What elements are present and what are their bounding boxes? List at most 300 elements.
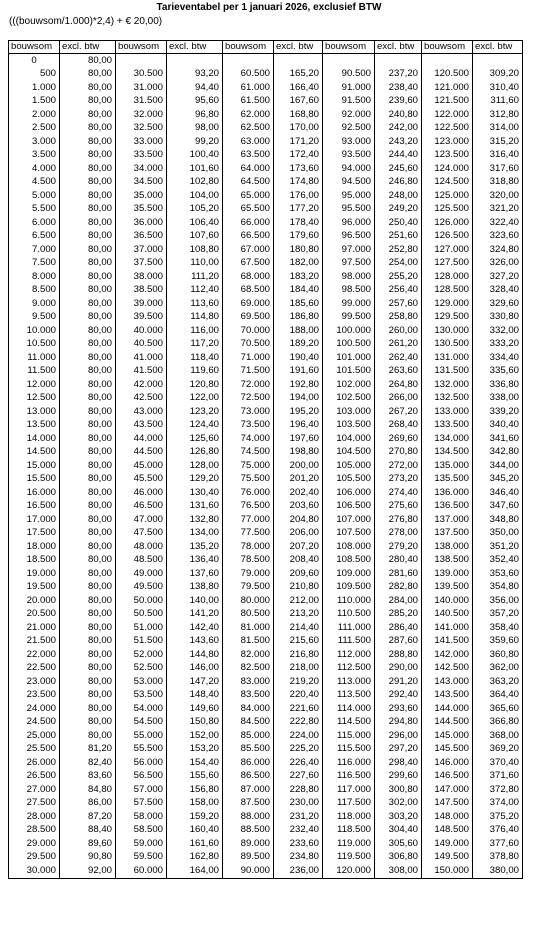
bouwsom-cell: 107.500	[323, 527, 375, 541]
excl-btw-cell: 317,60	[473, 162, 523, 176]
excl-btw-cell: 80,00	[60, 581, 116, 595]
bouwsom-cell: 59.500	[116, 851, 167, 865]
table-row	[9, 621, 523, 635]
excl-btw-cell: 372,80	[473, 783, 523, 797]
excl-btw-cell: 93,20	[167, 68, 223, 82]
excl-btw-cell: 168,80	[274, 108, 323, 122]
excl-btw-cell: 231,20	[274, 810, 323, 824]
excl-btw-cell: 108,80	[167, 243, 223, 257]
bouwsom-cell: 105.500	[323, 473, 375, 487]
bouwsom-cell: 41.500	[116, 365, 167, 379]
excl-btw-cell: 137,60	[167, 567, 223, 581]
excl-btw-cell: 362,00	[473, 662, 523, 676]
bouwsom-cell: 146.000	[422, 756, 473, 770]
bouwsom-cell: 86.000	[223, 756, 274, 770]
excl-btw-cell: 278,00	[375, 527, 422, 541]
excl-btw-cell: 377,60	[473, 837, 523, 851]
bouwsom-cell: 89.000	[223, 837, 274, 851]
bouwsom-cell: 25.000	[9, 729, 60, 743]
excl-btw-cell: 98,00	[167, 122, 223, 136]
excl-btw-cell: 237,20	[375, 68, 422, 82]
excl-btw-cell: 80,00	[60, 189, 116, 203]
bouwsom-cell: 43.000	[116, 405, 167, 419]
bouwsom-cell: 102.500	[323, 392, 375, 406]
bouwsom-cell: 16.000	[9, 486, 60, 500]
bouwsom-cell: 20.500	[9, 608, 60, 622]
bouwsom-cell: 44.500	[116, 446, 167, 460]
excl-btw-cell: 214,40	[274, 621, 323, 635]
excl-btw-cell: 102,80	[167, 176, 223, 190]
excl-btw-cell: 146,00	[167, 662, 223, 676]
bouwsom-cell: 124.500	[422, 176, 473, 190]
table-row	[9, 675, 523, 689]
bouwsom-cell: 115.000	[323, 729, 375, 743]
excl-btw-cell: 350,00	[473, 527, 523, 541]
bouwsom-cell: 106.000	[323, 486, 375, 500]
bouwsom-cell: 18.000	[9, 540, 60, 554]
excl-btw-cell: 90,80	[60, 851, 116, 865]
bouwsom-cell: 61.000	[223, 81, 274, 95]
table-row	[9, 176, 523, 190]
table-row	[9, 203, 523, 217]
bouwsom-cell: 48.500	[116, 554, 167, 568]
bouwsom-cell: 106.500	[323, 500, 375, 514]
excl-btw-cell: 135,20	[167, 540, 223, 554]
excl-btw-cell: 170,00	[274, 122, 323, 136]
bouwsom-cell: 70.000	[223, 324, 274, 338]
excl-btw-cell: 364,40	[473, 689, 523, 703]
excl-btw-cell: 234,80	[274, 851, 323, 865]
bouwsom-cell: 11.500	[9, 365, 60, 379]
bouwsom-cell: 31.500	[116, 95, 167, 109]
bouwsom-cell: 90.000	[223, 864, 274, 878]
excl-btw-cell: 80,00	[60, 135, 116, 149]
bouwsom-cell: 55.000	[116, 729, 167, 743]
excl-btw-cell: 266,00	[375, 392, 422, 406]
bouwsom-cell: 82.500	[223, 662, 274, 676]
excl-btw-cell: 87,20	[60, 810, 116, 824]
excl-btw-cell: 330,80	[473, 311, 523, 325]
bouwsom-cell: 11.000	[9, 351, 60, 365]
excl-btw-cell: 130,40	[167, 486, 223, 500]
excl-btw-cell: 345,20	[473, 473, 523, 487]
excl-btw-cell	[473, 54, 523, 68]
bouwsom-cell: 128.000	[422, 270, 473, 284]
table-row	[9, 527, 523, 541]
bouwsom-cell: 92.000	[323, 108, 375, 122]
excl-btw-cell: 342,80	[473, 446, 523, 460]
excl-btw-cell: 332,00	[473, 324, 523, 338]
table-row	[9, 783, 523, 797]
excl-btw-cell: 280,40	[375, 554, 422, 568]
bouwsom-cell: 27.500	[9, 797, 60, 811]
excl-btw-cell: 111,20	[167, 270, 223, 284]
excl-btw-cell: 80,00	[60, 729, 116, 743]
bouwsom-cell: 121.500	[422, 95, 473, 109]
excl-btw-cell: 303,20	[375, 810, 422, 824]
bouwsom-cell: 113.000	[323, 675, 375, 689]
bouwsom-cell: 18.500	[9, 554, 60, 568]
excl-btw-cell: 305,60	[375, 837, 422, 851]
excl-btw-cell: 320,00	[473, 189, 523, 203]
bouwsom-cell	[422, 54, 473, 68]
excl-btw-cell: 201,20	[274, 473, 323, 487]
bouwsom-cell: 14.000	[9, 432, 60, 446]
bouwsom-cell: 59.000	[116, 837, 167, 851]
bouwsom-cell: 94.000	[323, 162, 375, 176]
excl-btw-cell: 246,80	[375, 176, 422, 190]
bouwsom-cell: 40.000	[116, 324, 167, 338]
bouwsom-cell: 129.000	[422, 297, 473, 311]
bouwsom-cell: 32.500	[116, 122, 167, 136]
excl-btw-cell: 80,00	[60, 392, 116, 406]
excl-btw-cell: 122,00	[167, 392, 223, 406]
excl-btw-cell: 80,00	[60, 122, 116, 136]
excl-btw-cell: 296,00	[375, 729, 422, 743]
bouwsom-cell: 135.000	[422, 459, 473, 473]
excl-btw-cell: 80,00	[60, 230, 116, 244]
excl-btw-cell: 333,20	[473, 338, 523, 352]
bouwsom-cell: 98.500	[323, 284, 375, 298]
excl-btw-cell: 256,40	[375, 284, 422, 298]
bouwsom-cell: 57.500	[116, 797, 167, 811]
bouwsom-cell: 96.500	[323, 230, 375, 244]
bouwsom-cell: 109.000	[323, 567, 375, 581]
excl-btw-cell: 267,20	[375, 405, 422, 419]
excl-btw-cell: 318,80	[473, 176, 523, 190]
bouwsom-cell: 52.000	[116, 648, 167, 662]
bouwsom-cell: 73.500	[223, 419, 274, 433]
table-row	[9, 338, 523, 352]
bouwsom-cell: 21.500	[9, 635, 60, 649]
excl-btw-cell: 338,00	[473, 392, 523, 406]
excl-btw-cell: 149,60	[167, 702, 223, 716]
bouwsom-cell: 101.000	[323, 351, 375, 365]
table-row	[9, 554, 523, 568]
excl-btw-cell: 353,60	[473, 567, 523, 581]
bouwsom-cell: 29.000	[9, 837, 60, 851]
excl-btw-cell: 106,40	[167, 216, 223, 230]
bouwsom-cell: 140.000	[422, 594, 473, 608]
bouwsom-cell: 14.500	[9, 446, 60, 460]
bouwsom-cell: 103.500	[323, 419, 375, 433]
excl-btw-cell: 119,60	[167, 365, 223, 379]
bouwsom-cell: 26.000	[9, 756, 60, 770]
excl-btw-cell: 80,00	[60, 716, 116, 730]
excl-btw-cell: 129,20	[167, 473, 223, 487]
bouwsom-cell: 71.500	[223, 365, 274, 379]
bouwsom-cell: 70.500	[223, 338, 274, 352]
bouwsom-cell: 54.000	[116, 702, 167, 716]
bouwsom-cell: 3.000	[9, 135, 60, 149]
bouwsom-cell: 128.500	[422, 284, 473, 298]
excl-btw-cell: 244,40	[375, 149, 422, 163]
excl-btw-cell: 110,00	[167, 257, 223, 271]
excl-btw-cell: 252,80	[375, 243, 422, 257]
table-row	[9, 135, 523, 149]
excl-btw-cell: 255,20	[375, 270, 422, 284]
bouwsom-cell: 8.000	[9, 270, 60, 284]
excl-btw-cell: 227,60	[274, 770, 323, 784]
bouwsom-cell: 85.500	[223, 743, 274, 757]
bouwsom-cell: 139.500	[422, 581, 473, 595]
bouwsom-cell: 80.500	[223, 608, 274, 622]
bouwsom-cell: 67.000	[223, 243, 274, 257]
excl-btw-cell: 156,80	[167, 783, 223, 797]
excl-btw-cell: 356,00	[473, 594, 523, 608]
excl-btw-cell: 191,60	[274, 365, 323, 379]
bouwsom-cell: 148.000	[422, 810, 473, 824]
table-row	[9, 756, 523, 770]
excl-btw-cell: 203,60	[274, 500, 323, 514]
bouwsom-cell: 122.500	[422, 122, 473, 136]
excl-btw-cell: 114,80	[167, 311, 223, 325]
column-header: bouwsom	[116, 41, 167, 54]
excl-btw-cell: 80,00	[60, 635, 116, 649]
excl-btw-cell: 228,80	[274, 783, 323, 797]
excl-btw-cell: 210,80	[274, 581, 323, 595]
table-row	[9, 810, 523, 824]
bouwsom-cell: 100.000	[323, 324, 375, 338]
bouwsom-cell: 3.500	[9, 149, 60, 163]
excl-btw-cell: 81,20	[60, 743, 116, 757]
excl-btw-cell: 80,00	[60, 675, 116, 689]
excl-btw-cell: 218,00	[274, 662, 323, 676]
bouwsom-cell: 93.000	[323, 135, 375, 149]
bouwsom-cell: 147.500	[422, 797, 473, 811]
excl-btw-cell: 164,00	[167, 864, 223, 878]
excl-btw-cell: 158,00	[167, 797, 223, 811]
excl-btw-cell: 363,20	[473, 675, 523, 689]
excl-btw-cell: 341,60	[473, 432, 523, 446]
excl-btw-cell: 167,60	[274, 95, 323, 109]
bouwsom-cell: 24.000	[9, 702, 60, 716]
bouwsom-cell: 23.000	[9, 675, 60, 689]
excl-btw-cell: 248,00	[375, 189, 422, 203]
bouwsom-cell: 78.000	[223, 540, 274, 554]
bouwsom-cell: 83.000	[223, 675, 274, 689]
excl-btw-cell: 117,20	[167, 338, 223, 352]
bouwsom-cell: 134.500	[422, 446, 473, 460]
bouwsom-cell: 98.000	[323, 270, 375, 284]
bouwsom-cell: 78.500	[223, 554, 274, 568]
excl-btw-cell: 292,40	[375, 689, 422, 703]
excl-btw-cell: 282,80	[375, 581, 422, 595]
bouwsom-cell: 99.000	[323, 297, 375, 311]
bouwsom-cell: 67.500	[223, 257, 274, 271]
excl-btw-cell: 358,40	[473, 621, 523, 635]
column-header: bouwsom	[422, 41, 473, 54]
bouwsom-cell: 69.000	[223, 297, 274, 311]
excl-btw-cell: 120,80	[167, 378, 223, 392]
bouwsom-cell: 104.000	[323, 432, 375, 446]
excl-btw-cell: 315,20	[473, 135, 523, 149]
excl-btw-cell: 125,60	[167, 432, 223, 446]
table-row	[9, 864, 523, 878]
bouwsom-cell: 131.500	[422, 365, 473, 379]
excl-btw-cell: 154,40	[167, 756, 223, 770]
bouwsom-cell: 113.500	[323, 689, 375, 703]
excl-btw-cell: 141,20	[167, 608, 223, 622]
excl-btw-cell: 323,60	[473, 230, 523, 244]
excl-btw-cell: 83,60	[60, 770, 116, 784]
bouwsom-cell: 133.000	[422, 405, 473, 419]
excl-btw-cell: 314,00	[473, 122, 523, 136]
bouwsom-cell: 53.500	[116, 689, 167, 703]
excl-btw-cell: 80,00	[60, 243, 116, 257]
bouwsom-cell: 6.500	[9, 230, 60, 244]
table-row	[9, 108, 523, 122]
excl-btw-cell: 105,20	[167, 203, 223, 217]
bouwsom-cell: 112.000	[323, 648, 375, 662]
bouwsom-cell: 17.000	[9, 513, 60, 527]
bouwsom-cell: 17.500	[9, 527, 60, 541]
excl-btw-cell: 206,00	[274, 527, 323, 541]
excl-btw-cell: 262,40	[375, 351, 422, 365]
table-row	[9, 419, 523, 433]
excl-btw-cell: 147,20	[167, 675, 223, 689]
bouwsom-cell: 90.500	[323, 68, 375, 82]
excl-btw-cell: 359,60	[473, 635, 523, 649]
excl-btw-cell: 287,60	[375, 635, 422, 649]
excl-btw-cell: 80,00	[60, 513, 116, 527]
bouwsom-cell: 65.000	[223, 189, 274, 203]
bouwsom-cell: 142.500	[422, 662, 473, 676]
bouwsom-cell: 54.500	[116, 716, 167, 730]
excl-btw-cell: 192,80	[274, 378, 323, 392]
excl-btw-cell: 310,40	[473, 81, 523, 95]
excl-btw-cell: 263,60	[375, 365, 422, 379]
bouwsom-cell: 79.500	[223, 581, 274, 595]
excl-btw-cell: 165,20	[274, 68, 323, 82]
bouwsom-cell: 149.500	[422, 851, 473, 865]
bouwsom-cell: 2.000	[9, 108, 60, 122]
bouwsom-cell: 143.500	[422, 689, 473, 703]
excl-btw-cell: 336,80	[473, 378, 523, 392]
column-header: excl. btw	[167, 41, 223, 54]
table-body	[9, 54, 523, 879]
excl-btw-cell: 304,40	[375, 824, 422, 838]
bouwsom-cell: 83.500	[223, 689, 274, 703]
excl-btw-cell: 285,20	[375, 608, 422, 622]
bouwsom-cell	[116, 54, 167, 68]
table-row	[9, 365, 523, 379]
table-row	[9, 270, 523, 284]
bouwsom-cell: 147.000	[422, 783, 473, 797]
table-row	[9, 257, 523, 271]
bouwsom-cell: 74.000	[223, 432, 274, 446]
table-row	[9, 567, 523, 581]
bouwsom-cell: 91.500	[323, 95, 375, 109]
bouwsom-cell: 10.000	[9, 324, 60, 338]
bouwsom-cell: 76.000	[223, 486, 274, 500]
bouwsom-cell: 136.500	[422, 500, 473, 514]
excl-btw-cell: 374,00	[473, 797, 523, 811]
bouwsom-cell: 60.500	[223, 68, 274, 82]
excl-btw-cell: 268,40	[375, 419, 422, 433]
table-row	[9, 486, 523, 500]
table-row	[9, 230, 523, 244]
excl-btw-cell: 80,00	[60, 540, 116, 554]
excl-btw-cell: 312,80	[473, 108, 523, 122]
table-row	[9, 729, 523, 743]
bouwsom-cell: 118.500	[323, 824, 375, 838]
bouwsom-cell: 76.500	[223, 500, 274, 514]
bouwsom-cell: 68.500	[223, 284, 274, 298]
bouwsom-cell: 95.000	[323, 189, 375, 203]
table-row	[9, 351, 523, 365]
bouwsom-cell: 126.500	[422, 230, 473, 244]
excl-btw-cell: 80,00	[60, 567, 116, 581]
excl-btw-cell: 101,60	[167, 162, 223, 176]
bouwsom-cell: 37.500	[116, 257, 167, 271]
excl-btw-cell: 286,40	[375, 621, 422, 635]
bouwsom-cell: 22.500	[9, 662, 60, 676]
excl-btw-cell: 142,40	[167, 621, 223, 635]
table-row	[9, 635, 523, 649]
excl-btw-cell: 226,40	[274, 756, 323, 770]
bouwsom-cell: 135.500	[422, 473, 473, 487]
bouwsom-cell: 123.500	[422, 149, 473, 163]
bouwsom-cell: 48.000	[116, 540, 167, 554]
excl-btw-cell	[274, 54, 323, 68]
excl-btw-cell: 299,60	[375, 770, 422, 784]
bouwsom-cell: 130.500	[422, 338, 473, 352]
bouwsom-cell: 73.000	[223, 405, 274, 419]
excl-btw-cell: 80,00	[60, 216, 116, 230]
bouwsom-cell: 35.500	[116, 203, 167, 217]
bouwsom-cell: 12.000	[9, 378, 60, 392]
excl-btw-cell: 300,80	[375, 783, 422, 797]
excl-btw-cell: 209,60	[274, 567, 323, 581]
table-row	[9, 581, 523, 595]
table-row	[9, 243, 523, 257]
excl-btw-cell: 242,00	[375, 122, 422, 136]
excl-btw-cell: 202,40	[274, 486, 323, 500]
bouwsom-cell: 102.000	[323, 378, 375, 392]
table-row	[9, 743, 523, 757]
bouwsom-cell: 47.500	[116, 527, 167, 541]
bouwsom-cell: 49.500	[116, 581, 167, 595]
excl-btw-cell: 339,20	[473, 405, 523, 419]
bouwsom-cell: 138.000	[422, 540, 473, 554]
bouwsom-cell: 81.000	[223, 621, 274, 635]
excl-btw-cell: 172,40	[274, 149, 323, 163]
excl-btw-cell: 290,00	[375, 662, 422, 676]
bouwsom-cell: 139.000	[422, 567, 473, 581]
bouwsom-cell: 131.000	[422, 351, 473, 365]
bouwsom-cell: 80.000	[223, 594, 274, 608]
excl-btw-cell: 250,40	[375, 216, 422, 230]
excl-btw-cell: 80,00	[60, 378, 116, 392]
table-row	[9, 770, 523, 784]
bouwsom-cell: 95.500	[323, 203, 375, 217]
bouwsom-cell: 43.500	[116, 419, 167, 433]
bouwsom-cell: 81.500	[223, 635, 274, 649]
bouwsom-cell: 91.000	[323, 81, 375, 95]
bouwsom-cell: 32.000	[116, 108, 167, 122]
bouwsom-cell: 21.000	[9, 621, 60, 635]
bouwsom-cell: 47.000	[116, 513, 167, 527]
excl-btw-cell: 347,60	[473, 500, 523, 514]
excl-btw-cell: 178,40	[274, 216, 323, 230]
excl-btw-cell: 281,60	[375, 567, 422, 581]
table-row	[9, 689, 523, 703]
bouwsom-cell: 66.000	[223, 216, 274, 230]
column-header: bouwsom	[9, 41, 60, 54]
table-row	[9, 594, 523, 608]
bouwsom-cell: 20.000	[9, 594, 60, 608]
